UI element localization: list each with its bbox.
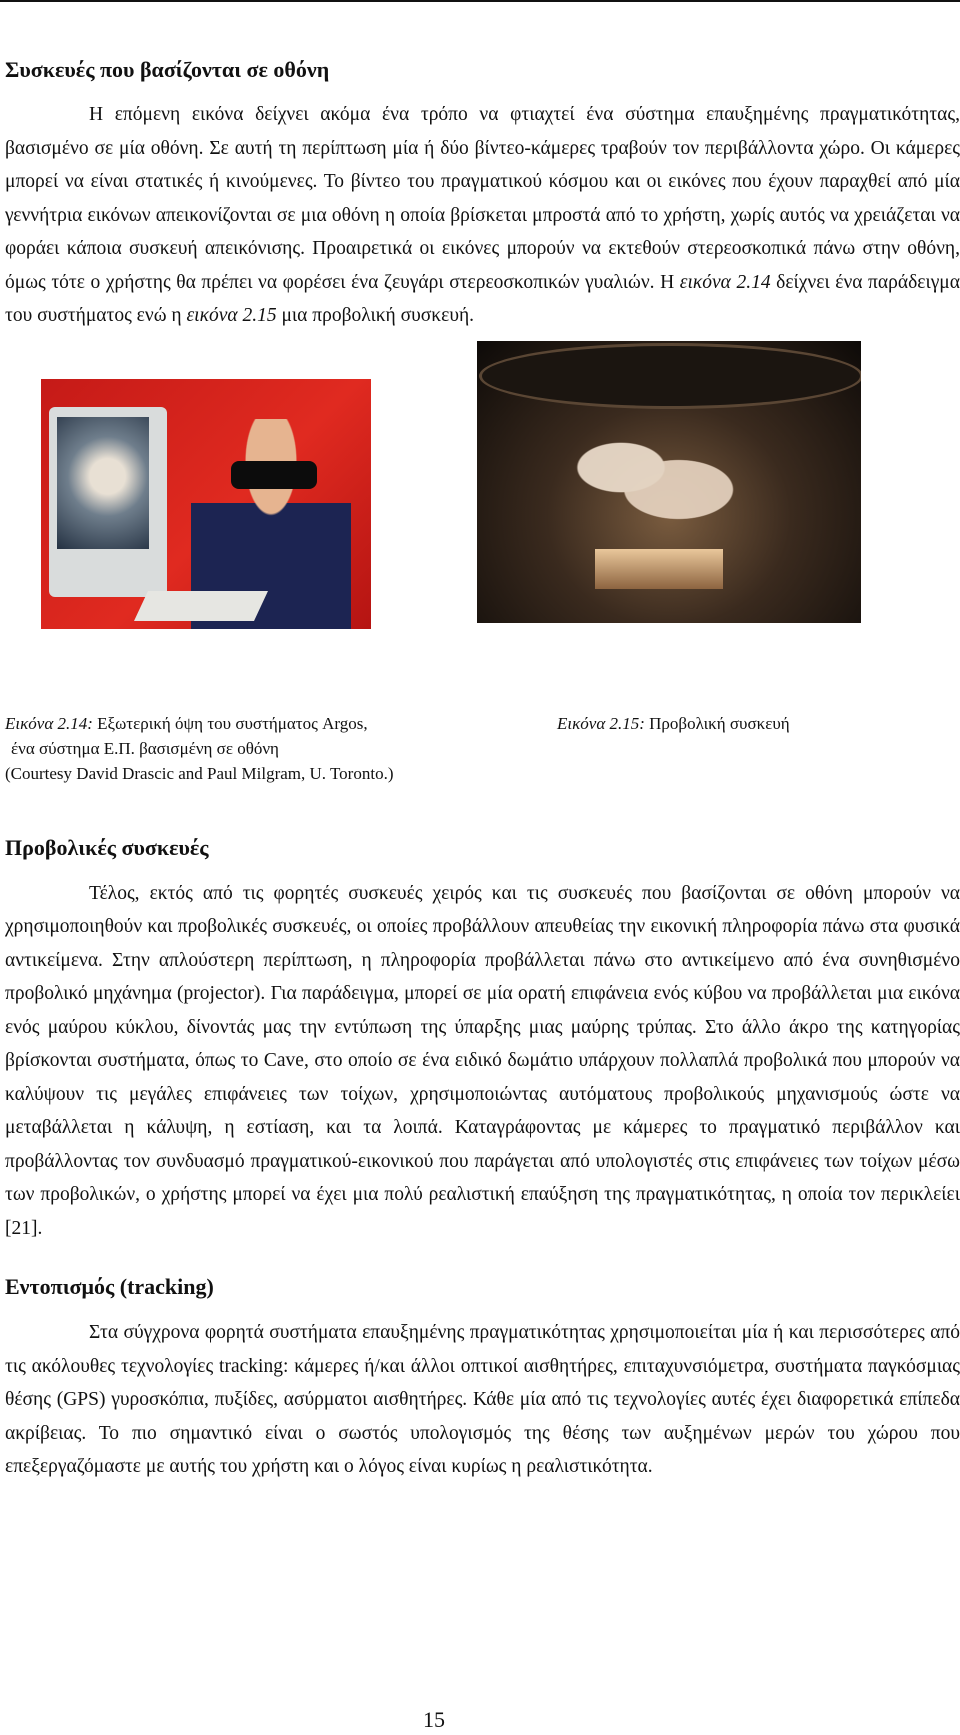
page-number: 15	[423, 1707, 445, 1732]
pedestal-shape	[595, 549, 723, 589]
keyboard-shape	[134, 591, 268, 621]
document-page	[5, 55, 960, 1484]
argos-system-photo	[41, 379, 371, 629]
figure-captions	[5, 711, 960, 831]
monitor-shape	[49, 407, 167, 597]
projection-device-photo	[477, 341, 861, 623]
figure-reference: εικόνα 2.15	[186, 305, 277, 326]
section-paragraph-monitor-devices	[5, 98, 960, 333]
caption-credit: (Courtesy David Drascic and Paul Milgram, U. Toronto.)	[5, 763, 394, 783]
dome-rim-shape	[479, 343, 861, 409]
section-heading-projection-devices: Προβολικές συσκευές	[5, 834, 209, 860]
section-heading-tracking: Εντοπισμός (tracking)	[5, 1274, 214, 1299]
caption-label: Εικόνα 2.15:	[557, 713, 645, 733]
caption-text: Προβολική συσκευή	[649, 713, 790, 733]
caption-text: Εξωτερική όψη του συστήματος Argos,	[97, 713, 368, 733]
section-heading-monitor-devices: Συσκευές που βασίζονται σε οθόνη	[5, 57, 330, 82]
caption-label: Εικόνα 2.14:	[5, 713, 93, 733]
paragraph-text-part: Η επόμενη εικόνα δείχνει ακόμα ένα τρόπο να φτιαχτεί ένα σύστημα επαυξημένης πραγματικότητας, βασισμένο σε μία οθόνη. Σε αυτή τη περίπτωση μία ή δύο βίντεο-κάμερες τραβούν τον περιβάλλοντα χώρο. Οι κάμερες μπορεί να είναι στατικές ή κινούμενες. Το βίντεο του πραγματικού κόσμου και οι εικόνες που έχουν παραχθεί από μία γεννήτρια εικόνων απεικονίζονται σε μια οθόνη η οποία βρίσκεται μπροστά από το χρήστη, χωρίς αυτός να χρειάζεται να φοράει κάποια συσκευή απεικόνισης. Προαιρετικά οι εικόνες μπορούν να εκτεθούν στερεοσκοπικά πάνω στην οθόνη, όμως τότε ο χρήστης θα πρέπει να φορέσει ένα ζευγάρι στερεοσκοπικών γυαλιών. Η	[5, 104, 960, 293]
caption-text: ένα σύστημα Ε.Π. βασισμένη σε οθόνη	[11, 738, 279, 758]
paragraph-text-part: μια προβολική συσκευή.	[281, 305, 475, 326]
paragraph-text-part: δείχνει ένα παράδειγμα του συστήματος ενώ η	[5, 271, 960, 326]
figures-row	[5, 341, 960, 711]
stereo-goggles-shape	[231, 461, 317, 489]
top-rule	[0, 0, 960, 2]
screen-shape	[57, 417, 149, 549]
section-paragraph-projection-devices: Τέλος, εκτός από τις φορητές συσκευές χειρός και τις συσκευές που βασίζονται σε οθόνη μπορούν να χρησιμοποιηθούν και προβολικές συσκευές, οι οποίες προβάλλουν απευθείας την εικονική πληροφορία πάνω στα φυσικά αντικείμενα. Στην απλούστερη περίπτωση, η πληροφορία προβάλλεται πάνω στο αντικείμενο από ένα συνηθισμένο προβολικό μηχάνημα (projector). Για παράδειγμα, μπορεί σε μία ορατή επιφάνεια ενός κύβου να προβάλλεται μια εικόνα ενός μαύρου κύκλου, δίνοντάς μας την εντύπωση της ύπαρξης μιας μαύρης τρύπας. Στο άλλο άκρο της κατηγορίας βρίσκονται συστήματα, όπως το Cave, στο οποίο σε ένα ειδικό δωμάτιο υπάρχουν πολλαπλά προβολικά που μπορούν να καλύψουν τις μεγάλες επιφάνειες των τοίχων, χρησιμοποιώντας αυτόματους προβολικούς μηχανισμούς ώστε να μεταβάλλεται η κάλυψη, η εστίαση, και τα λοιπά. Καταγράφοντας με κάμερες το πραγματικό περιβάλλον και προβάλλοντας τον συνδυασμό πραγματικού-εικονικού που παράγεται από υπολογιστές στις επιφάνειες των τοίχων μέσω των προβολικών, ο χρήστης μπορεί να έχει μια πολύ ρεαλιστική επαύξηση της πραγματικότητας, η οποία τον περικλείει [21].	[5, 882, 960, 1239]
figure-2-14-caption	[5, 711, 393, 786]
lion-hologram-shape	[567, 429, 747, 539]
figure-reference: εικόνα 2.14	[679, 271, 771, 293]
section-paragraph-tracking: Στα σύγχρονα φορητά συστήματα επαυξημένης πραγματικότητας χρησιμοποιείται μία ή και περισσότερες από τις ακόλουθες τεχνολογίες tracking: κάμερες ή/και άλλοι οπτικοί αισθητήρες, επιταχυνσιόμετρα, συστήματα παγκόσμιας θέσης (GPS) γυροσκόπια, πυξίδες, ασύρματοι αισθητήρες. Κάθε μία από τις τεχνολογίες αυτές έχει διαφορετικά επίπεδα ακρίβειας. Το πιο σημαντικό είναι ο σωστός υπολογισμός της θέσης των αυξημένων μερών του χώρου που επεξεργαζόμαστε με αυτής του χρήστη και ο λόγος είναι κυρίως η ρεαλιστικότητα.	[5, 1322, 960, 1477]
figure-2-15-caption	[557, 711, 790, 736]
